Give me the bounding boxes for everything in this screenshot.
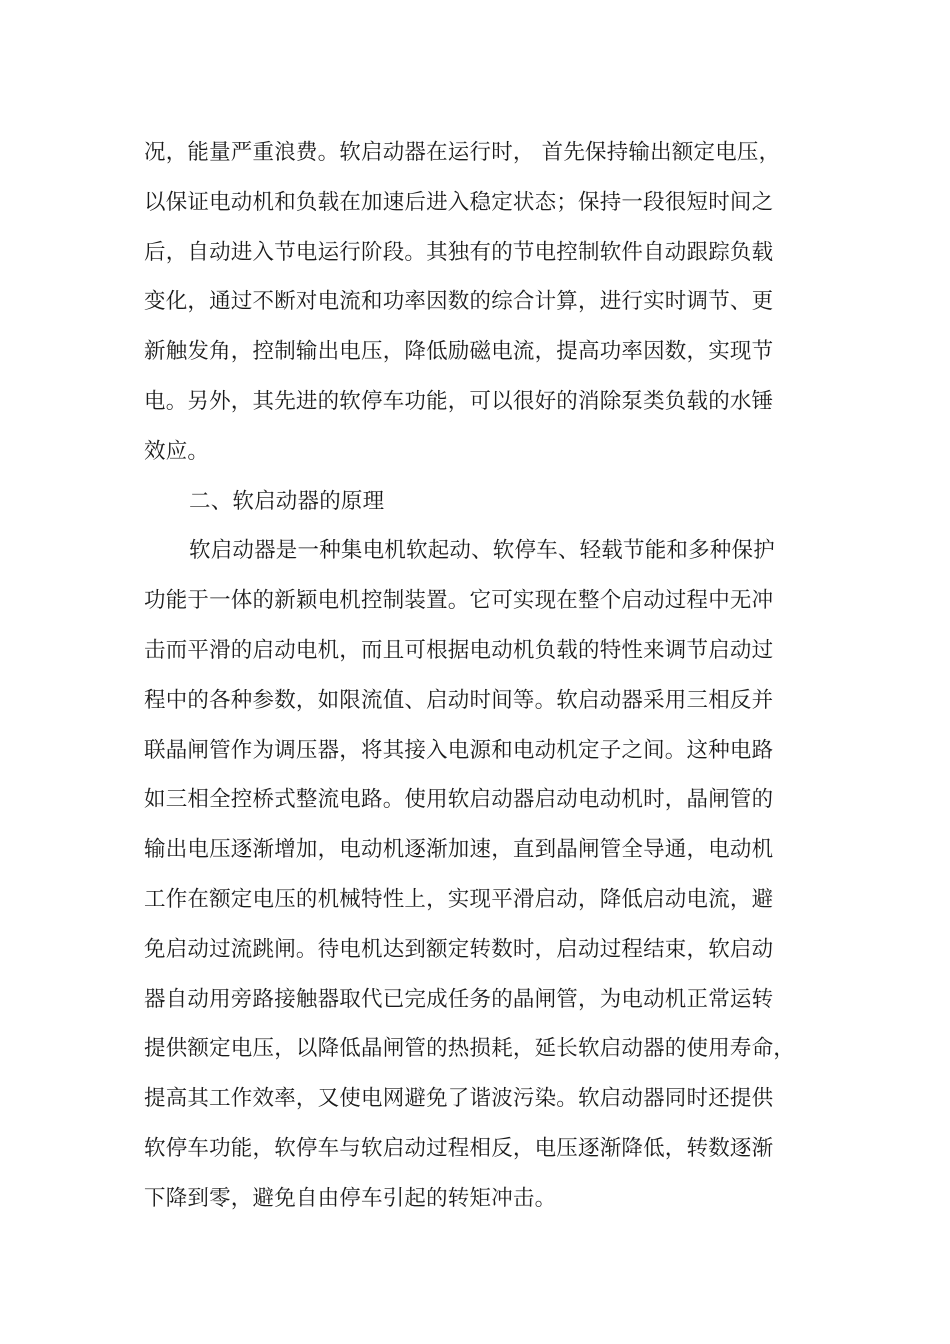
text-line: 软停车功能，软停车与软启动过程相反，电压逐渐降低，转数逐渐: [144, 1135, 774, 1161]
text-line: 效应。: [144, 438, 210, 464]
text-line: 新触发角，控制输出电压，降低励磁电流，提高功率因数，实现节: [144, 339, 774, 365]
paragraph-energy-saving: [144, 128, 834, 477]
text-line: 输出电压逐渐增加，电动机逐渐加速，直到晶闸管全导通，电动机: [144, 837, 774, 863]
text-line: 如三相全控桥式整流电路。使用软启动器启动电动机时，晶闸管的: [144, 787, 774, 813]
text-line: 器自动用旁路接触器取代已完成任务的晶闸管，为电动机正常运转: [144, 986, 774, 1012]
section-heading-text: 二、软启动器的原理: [189, 488, 385, 514]
text-line: 变化，通过不断对电流和功率因数的综合计算，进行实时调节、更: [144, 289, 774, 315]
text-line: 后，自动进入节电运行阶段。其独有的节电控制软件自动跟踪负载: [144, 239, 774, 265]
text-line: 功能于一体的新颖电机控制装置。它可实现在整个启动过程中无冲: [144, 588, 774, 614]
section-heading: [144, 477, 834, 527]
text-line: 况，能量严重浪费。软启动器在运行时， 首先保持输出额定电压，: [144, 140, 781, 165]
text-line: 联晶闸管作为调压器，将其接入电源和电动机定子之间。这种电路: [144, 737, 774, 763]
text-line: 电。另外，其先进的软停车功能，可以很好的消除泵类负载的水锤: [144, 388, 774, 414]
paragraph-principle: [144, 526, 834, 1223]
text-line: 工作在额定电压的机械特性上，实现平滑启动，降低启动电流，避: [144, 886, 774, 912]
text-line: 击而平滑的启动电机，而且可根据电动机负载的特性来调节启动过: [144, 637, 774, 663]
text-line: 免启动过流跳闸。待电机达到额定转数时，启动过程结束，软启动: [144, 936, 774, 962]
document-page: [144, 128, 834, 1224]
text-line: 以保证电动机和负载在加速后进入稳定状态；保持一段很短时间之: [144, 189, 774, 215]
text-line: 提供额定电压，以降低晶闸管的热损耗，延长软启动器的使用寿命，: [144, 1036, 796, 1062]
text-line: 软启动器是一种集电机软起动、软停车、轻载节能和多种保护: [189, 538, 775, 564]
text-line: 提高其工作效率，又使电网避免了谐波污染。软启动器同时还提供: [144, 1086, 774, 1112]
text-line: 下降到零，避免自由停车引起的转矩冲击。: [144, 1185, 557, 1211]
text-line: 程中的各种参数，如限流值、启动时间等。软启动器采用三相反并: [144, 687, 774, 713]
